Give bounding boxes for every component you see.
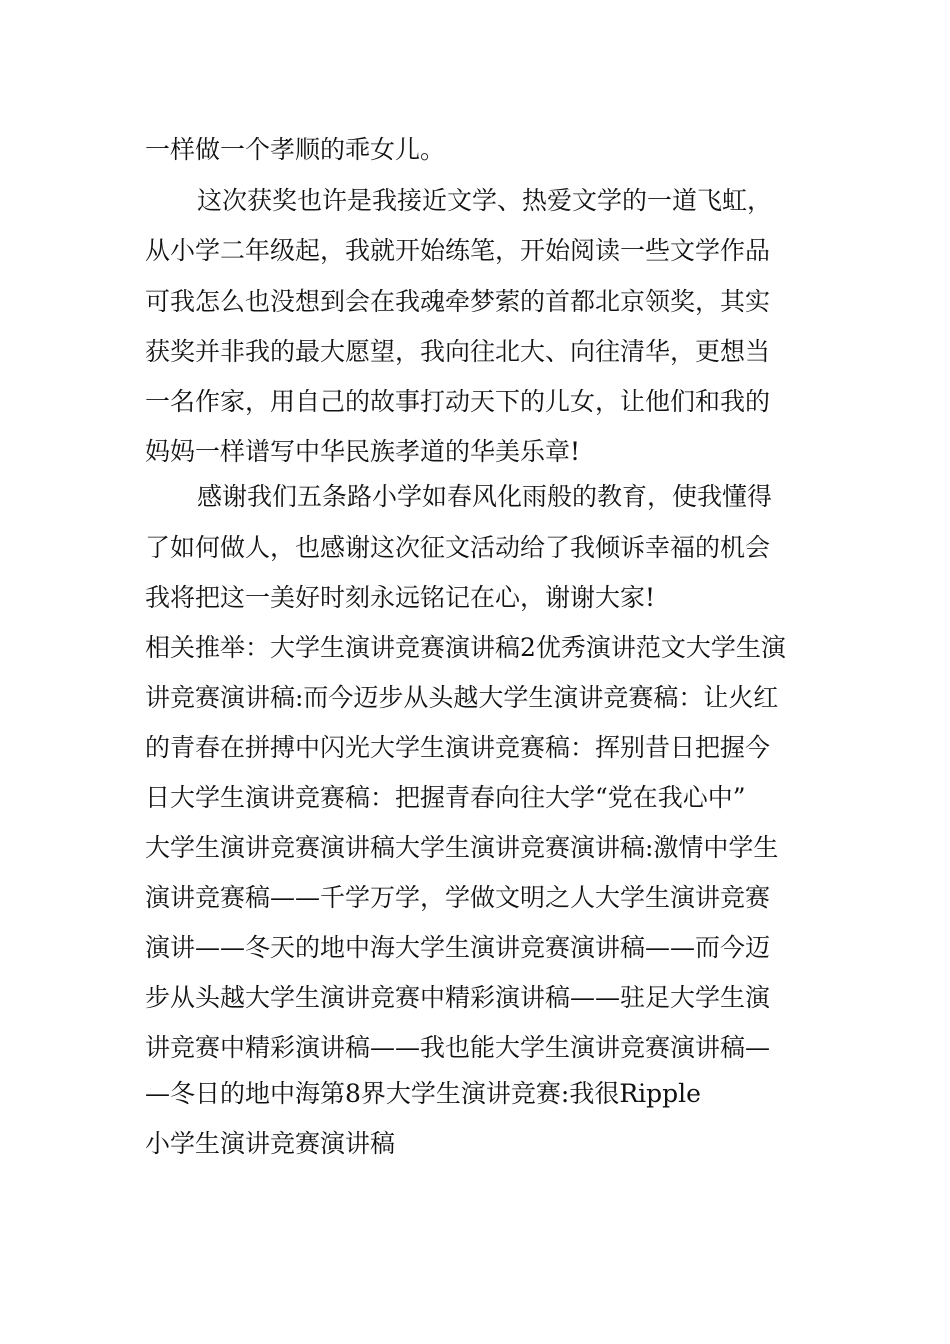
text-line: 我将把这一美好时刻永远铭记在心，谢谢大家! xyxy=(145,583,656,612)
text-line: 一样做一个孝顺的乖女儿。 xyxy=(145,135,446,164)
text-line: 步从头越大学生演讲竞赛中精彩演讲稿——驻足大学生演 xyxy=(145,983,771,1012)
text-line: 日大学生演讲竞赛稿：把握青春向往大学“党在我心中” xyxy=(145,783,746,812)
text-line: 了如何做人，也感谢这次征文活动给了我倾诉幸福的机会 xyxy=(145,533,771,562)
text-line: 的青春在拼搏中闪光大学生演讲竞赛稿：挥别昔日把握今 xyxy=(145,733,771,762)
text-line: 演讲竞赛稿——千学万学，学做文明之人大学生演讲竞赛 xyxy=(145,883,771,912)
text-line: —冬日的地中海第8界大学生演讲竞赛:我很Ripple xyxy=(145,1079,701,1108)
text-line: 一名作家，用自己的故事打动天下的儿女，让他们和我的 xyxy=(145,387,771,416)
text-line: 相关推举：大学生演讲竞赛演讲稿2优秀演讲范文大学生演 xyxy=(145,633,786,662)
text-line: 可我怎么也没想到会在我魂牵梦萦的首都北京领奖，其实 xyxy=(145,287,771,316)
text-line: 演讲——冬天的地中海大学生演讲竞赛演讲稿——而今迈 xyxy=(145,933,771,962)
text-line: 这次获奖也许是我接近文学、热爱文学的一道飞虹， xyxy=(197,186,773,215)
text-line: 小学生演讲竞赛演讲稿 xyxy=(145,1129,396,1158)
text-line: 获奖并非我的最大愿望，我向往北大、向往清华，更想当 xyxy=(145,337,771,366)
text-line: 大学生演讲竞赛演讲稿大学生演讲竞赛演讲稿:激情中学生 xyxy=(145,833,779,862)
text-line: 妈妈一样谱写中华民族孝道的华美乐章! xyxy=(145,437,581,466)
text-line: 从小学二年级起，我就开始练笔，开始阅读一些文学作品 xyxy=(145,236,771,265)
text-line: 讲竞赛中精彩演讲稿——我也能大学生演讲竞赛演讲稿— xyxy=(145,1033,771,1062)
text-line: 感谢我们五条路小学如春风化雨般的教育，使我懂得 xyxy=(197,482,773,511)
text-line: 讲竞赛演讲稿:而今迈步从头越大学生演讲竞赛稿：让火红 xyxy=(145,683,779,712)
